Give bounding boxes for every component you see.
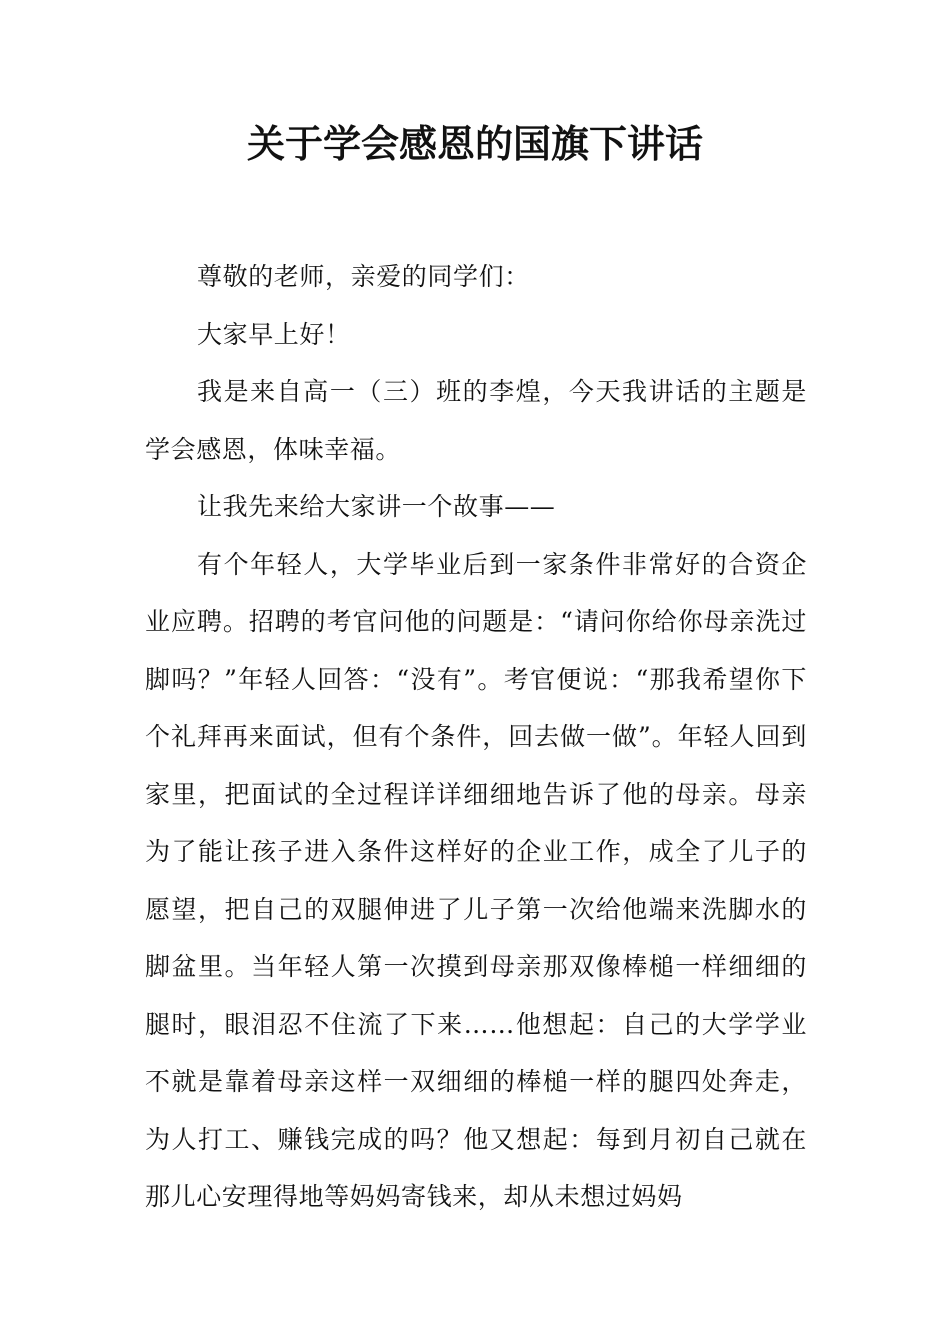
paragraph-introduction: 我是来自高一（三）班的李煌，今天我讲话的主题是学会感恩，体味幸福。 xyxy=(145,377,807,464)
paragraph-good-morning: 大家早上好！ xyxy=(197,319,351,349)
paragraph-greeting: 尊敬的老师，亲爱的同学们： xyxy=(197,262,530,291)
document-body xyxy=(145,248,807,1226)
paragraph-story: 有个年轻人，大学毕业后到一家条件非常好的合资企业应聘。招聘的考官问他的问题是：“请问你给你母亲洗过脚吗？”年轻人回答：“没有”。考官便说：“那我希望你下个礼拜再来面试，但有个条件，回去做一做”。年轻人回到家里，把面试的全过程详详细细地告诉了他的母亲。母亲为了能让孩子进入条件这样好的企业工作，成全了儿子的愿望，把自己的双腿伸进了儿子第一次给他端来洗脚水的脚盆里。当年轻人第一次摸到母亲那双像棒槌一样细细的腿时，眼泪忍不住流了下来……他想起：自己的大学学业不就是靠着母亲这样一双细细的棒槌一样的腿四处奔走，为人打工、赚钱完成的吗？他又想起：每到月初自己就在那儿心安理得地等妈妈寄钱来，却从未想过妈妈 xyxy=(145,549,807,1211)
paragraph-story-intro: 让我先来给大家讲一个故事—— xyxy=(197,492,556,521)
document-title: 关于学会感恩的国旗下讲话 xyxy=(246,121,703,166)
